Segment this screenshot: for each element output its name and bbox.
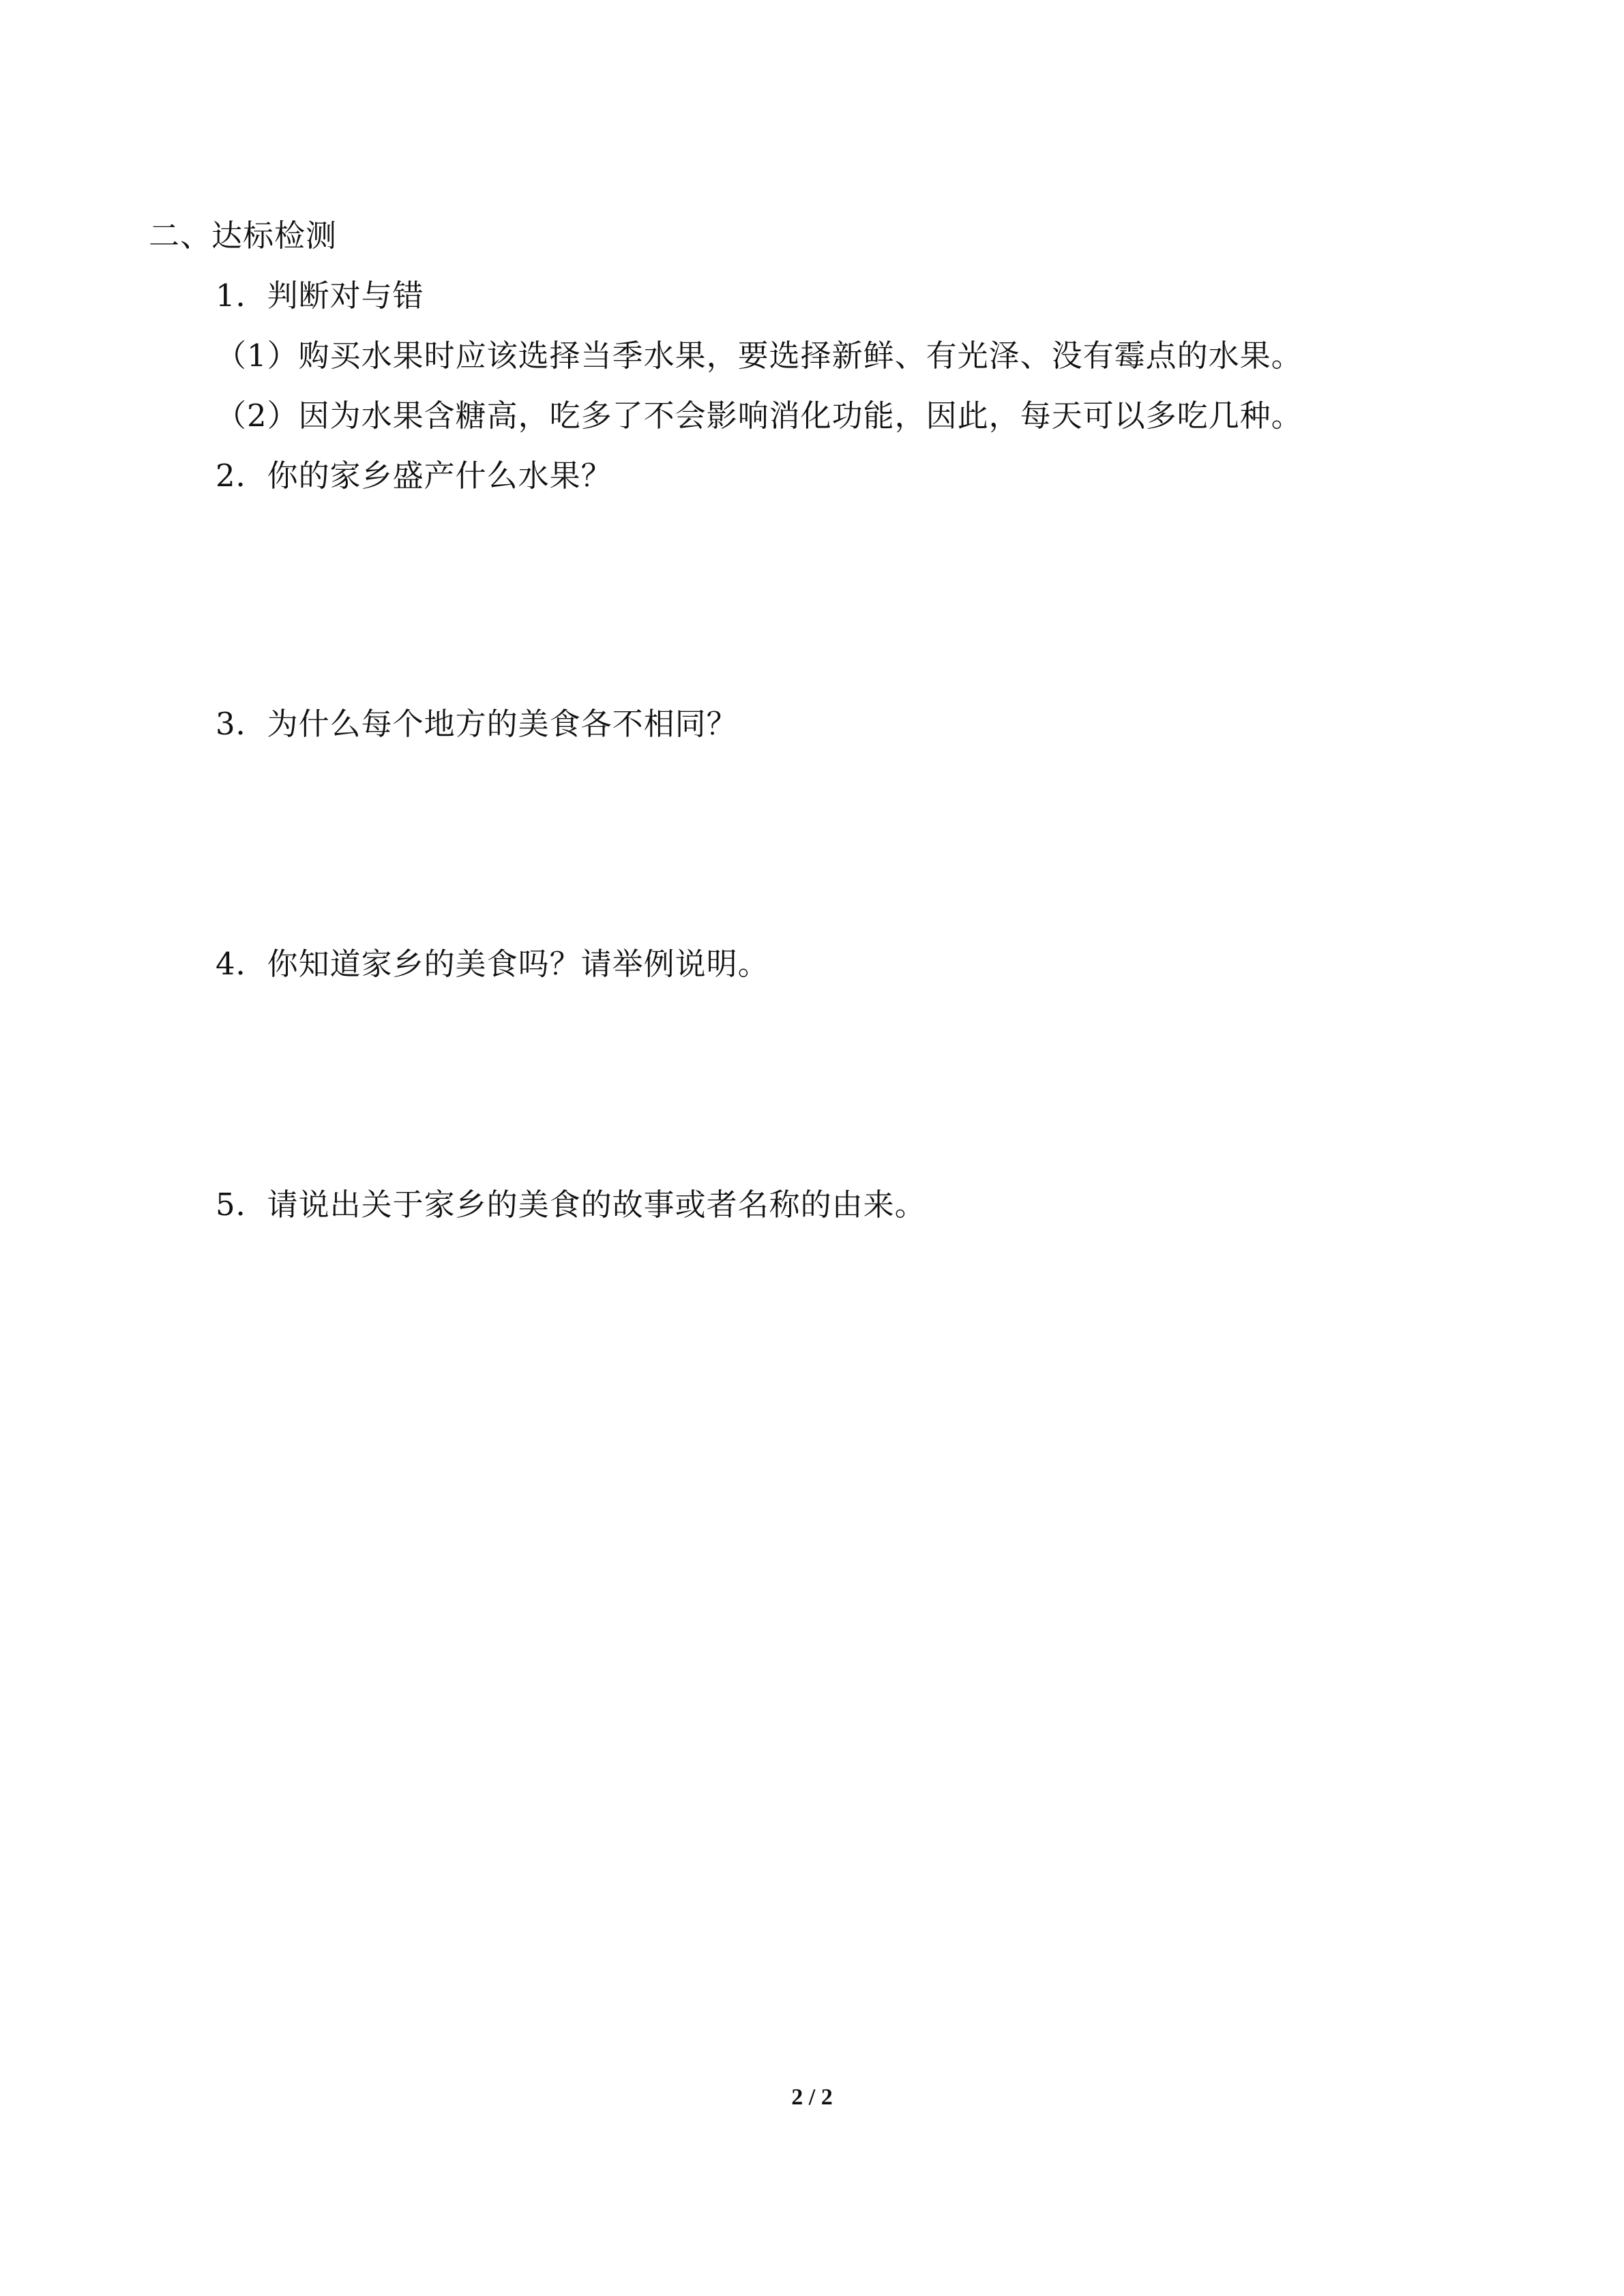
question-2-title: 2．你的家乡盛产什么水果？ [216, 458, 612, 494]
question-3-title: 3．为什么每个地方的美食各不相同？ [216, 706, 738, 742]
section-heading: 二、达标检测 [149, 218, 338, 254]
question-1-title: 1．判断对与错 [216, 278, 424, 314]
question-1-item-1: （1）购买水果时应该选择当季水果，要选择新鲜、有光泽、没有霉点的水果。 [216, 338, 1303, 374]
page-number: 2 / 2 [791, 2085, 833, 2110]
question-4-title: 4．你知道家乡的美食吗？请举例说明。 [216, 946, 769, 982]
question-5-title: 5．请说出关于家乡的美食的故事或者名称的由来。 [216, 1187, 926, 1223]
question-1-item-2: （2）因为水果含糖高，吃多了不会影响消化功能，因此，每天可以多吃几种。 [216, 398, 1303, 434]
